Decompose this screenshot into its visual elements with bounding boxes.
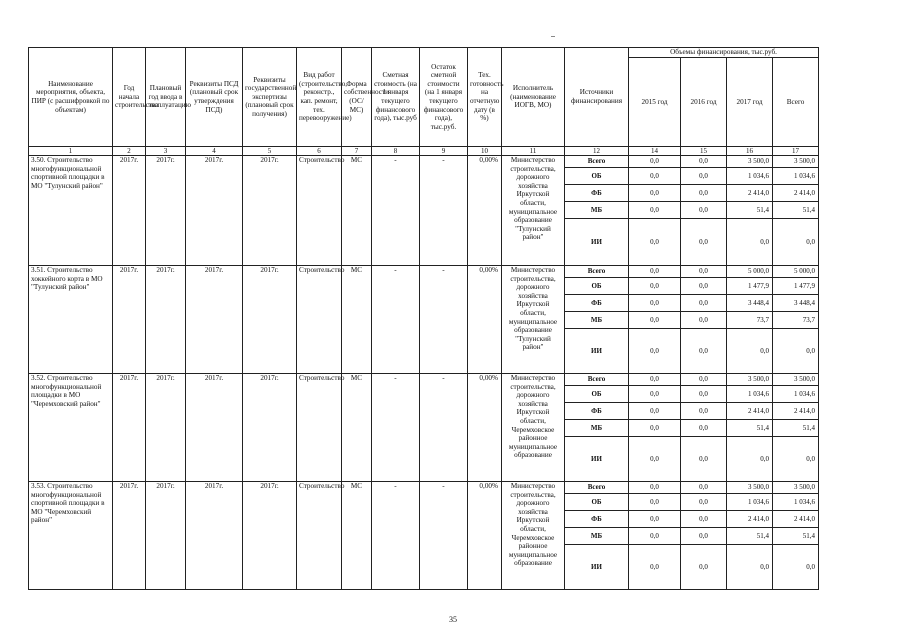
value-2017: 3 500,0 (727, 482, 773, 494)
column-number: 11 (502, 147, 565, 156)
value-2017: 2 414,0 (727, 403, 773, 420)
value-2015: 0,0 (629, 482, 681, 494)
value-total: 3 500,0 (773, 482, 819, 494)
executor: Министерство строительства, дорожного хозяйства Иркутской области, Черемховское районное муниципальное образование (502, 482, 565, 590)
value-2017: 51,4 (727, 528, 773, 545)
document-sheet (28, 47, 818, 590)
funding-source: ОБ (565, 494, 629, 511)
value-total: 51,4 (773, 202, 819, 219)
value-2015: 0,0 (629, 329, 681, 374)
header-estimated-cost: Сметная стоимость (на 1 января текущего финансового года), тыс.руб (372, 48, 420, 147)
start-year: 2017г. (113, 156, 146, 266)
value-2017: 2 414,0 (727, 185, 773, 202)
value-2015: 0,0 (629, 403, 681, 420)
work-type: Строительство (297, 482, 342, 590)
funding-source: ОБ (565, 168, 629, 185)
ownership: МС (342, 266, 372, 374)
column-number: 1 (29, 147, 113, 156)
value-2016: 0,0 (681, 202, 727, 219)
column-number: 5 (243, 147, 297, 156)
value-2017: 1 034,6 (727, 494, 773, 511)
psd-date: 2017г. (186, 374, 243, 482)
header-total: Всего (773, 58, 819, 147)
value-total: 0,0 (773, 219, 819, 266)
value-2017: 5 000,0 (727, 266, 773, 278)
value-2015: 0,0 (629, 437, 681, 482)
executor: Министерство строительства, дорожного хозяйства Иркутской области, муниципальное образование "Тулунский район" (502, 156, 565, 266)
value-total: 0,0 (773, 437, 819, 482)
value-total: 2 414,0 (773, 185, 819, 202)
ownership: МС (342, 482, 372, 590)
object-name: 3.50. Строительство многофункциональной спортивной площадки в МО "Тулунский район" (29, 156, 113, 266)
value-total: 51,4 (773, 528, 819, 545)
value-total: 1 034,6 (773, 168, 819, 185)
header-start-year: Год начала строительства (113, 48, 146, 147)
value-2017: 0,0 (727, 329, 773, 374)
value-2017: 1 034,6 (727, 168, 773, 185)
value-2015: 0,0 (629, 266, 681, 278)
value-2015: 0,0 (629, 420, 681, 437)
work-type: Строительство (297, 374, 342, 482)
readiness: 0,00% (468, 374, 502, 482)
estimated-cost: - (372, 482, 420, 590)
value-2015: 0,0 (629, 374, 681, 386)
readiness: 0,00% (468, 482, 502, 590)
value-total: 51,4 (773, 420, 819, 437)
value-2017: 0,0 (727, 545, 773, 590)
value-total: 1 477,9 (773, 278, 819, 295)
funding-source: Всего (565, 374, 629, 386)
value-2017: 0,0 (727, 219, 773, 266)
value-2016: 0,0 (681, 156, 727, 168)
value-2017: 1 034,6 (727, 386, 773, 403)
program-table (28, 47, 819, 590)
object-name: 3.51. Строительство хоккейного корта в МО "Тулунский район" (29, 266, 113, 374)
header-work-type: Вид работ (строительство, реконстр., кап. ремонт, тех. перевооружение) (297, 48, 342, 147)
header-executor: Исполнитель (наименование ИОГВ, МО) (502, 48, 565, 147)
commission-year: 2017г. (146, 482, 186, 590)
estimated-cost: - (372, 156, 420, 266)
estimated-cost: - (372, 266, 420, 374)
value-total: 2 414,0 (773, 403, 819, 420)
psd-date: 2017г. (186, 156, 243, 266)
start-year: 2017г. (113, 266, 146, 374)
funding-source: ИИ (565, 329, 629, 374)
value-2017: 73,7 (727, 312, 773, 329)
value-2016: 0,0 (681, 185, 727, 202)
commission-year: 2017г. (146, 266, 186, 374)
value-total: 73,7 (773, 312, 819, 329)
value-2015: 0,0 (629, 168, 681, 185)
expertise-date: 2017г. (243, 374, 297, 482)
value-2015: 0,0 (629, 202, 681, 219)
value-2016: 0,0 (681, 511, 727, 528)
column-number: 8 (372, 147, 420, 156)
header-expertise: Реквизиты государственной экспертизы (плановый срок получения) (243, 48, 297, 147)
value-2017: 51,4 (727, 202, 773, 219)
header-readiness: Тех. готовность на отчетную дату (в %) (468, 48, 502, 147)
funding-source: ФБ (565, 403, 629, 420)
object-name: 3.52. Строительство многофункциональной площадки в МО "Черемховский район" (29, 374, 113, 482)
column-number: 17 (773, 147, 819, 156)
work-type: Строительство (297, 156, 342, 266)
value-2015: 0,0 (629, 386, 681, 403)
column-number: 4 (186, 147, 243, 156)
psd-date: 2017г. (186, 482, 243, 590)
column-number: 9 (420, 147, 468, 156)
value-2016: 0,0 (681, 168, 727, 185)
value-2017: 1 477,9 (727, 278, 773, 295)
remaining-cost: - (420, 156, 468, 266)
expertise-date: 2017г. (243, 482, 297, 590)
table-row (29, 266, 819, 278)
funding-source: МБ (565, 202, 629, 219)
value-2016: 0,0 (681, 374, 727, 386)
value-2017: 51,4 (727, 420, 773, 437)
funding-source: Всего (565, 482, 629, 494)
value-2015: 0,0 (629, 295, 681, 312)
start-year: 2017г. (113, 482, 146, 590)
header-funding: Объемы финансирования, тыс.руб. (629, 48, 819, 58)
value-2016: 0,0 (681, 403, 727, 420)
executor: Министерство строительства, дорожного хозяйства Иркутской области, муниципальное образование "Тулунский район" (502, 266, 565, 374)
value-2015: 0,0 (629, 185, 681, 202)
value-2016: 0,0 (681, 219, 727, 266)
commission-year: 2017г. (146, 156, 186, 266)
header-2016: 2016 год (681, 58, 727, 147)
value-2017: 0,0 (727, 437, 773, 482)
header-2015: 2015 год (629, 58, 681, 147)
column-number-row (29, 147, 819, 156)
header-2017: 2017 год (727, 58, 773, 147)
value-2017: 3 500,0 (727, 374, 773, 386)
funding-source: Всего (565, 266, 629, 278)
value-total: 1 034,6 (773, 494, 819, 511)
funding-source: ИИ (565, 437, 629, 482)
header-name: Наименование мероприятия, объекта, ПИР (с расшифровкой по объектам) (29, 48, 113, 147)
funding-source: ФБ (565, 511, 629, 528)
page-number: 35 (449, 615, 457, 624)
value-total: 0,0 (773, 545, 819, 590)
value-total: 5 000,0 (773, 266, 819, 278)
column-number: 3 (146, 147, 186, 156)
value-2017: 3 448,4 (727, 295, 773, 312)
table-row (29, 156, 819, 168)
remaining-cost: - (420, 266, 468, 374)
value-2016: 0,0 (681, 295, 727, 312)
readiness: 0,00% (468, 266, 502, 374)
header-commission-year: Плановый год ввода в эксплуатацию (146, 48, 186, 147)
executor: Министерство строительства, дорожного хозяйства Иркутской области, Черемховское районное муниципальное образование (502, 374, 565, 482)
commission-year: 2017г. (146, 374, 186, 482)
funding-source: ФБ (565, 185, 629, 202)
expertise-date: 2017г. (243, 156, 297, 266)
start-year: 2017г. (113, 374, 146, 482)
column-number: 10 (468, 147, 502, 156)
readiness: 0,00% (468, 156, 502, 266)
scan-mark (551, 36, 555, 37)
funding-source: ОБ (565, 386, 629, 403)
header-remaining-cost: Остаток сметной стоимости (на 1 января текущего финансового года), тыс.руб. (420, 48, 468, 147)
value-2016: 0,0 (681, 494, 727, 511)
column-number: 7 (342, 147, 372, 156)
expertise-date: 2017г. (243, 266, 297, 374)
value-total: 1 034,6 (773, 386, 819, 403)
object-name: 3.53. Строительство многофункциональной спортивной площадки в МО "Черемховский район" (29, 482, 113, 590)
table-row (29, 374, 819, 386)
psd-date: 2017г. (186, 266, 243, 374)
value-2017: 2 414,0 (727, 511, 773, 528)
value-total: 3 448,4 (773, 295, 819, 312)
funding-source: МБ (565, 312, 629, 329)
funding-source: ФБ (565, 295, 629, 312)
value-2016: 0,0 (681, 312, 727, 329)
column-number: 15 (681, 147, 727, 156)
value-2015: 0,0 (629, 545, 681, 590)
estimated-cost: - (372, 374, 420, 482)
value-2016: 0,0 (681, 437, 727, 482)
value-2016: 0,0 (681, 528, 727, 545)
value-2017: 3 500,0 (727, 156, 773, 168)
value-2016: 0,0 (681, 482, 727, 494)
header-row (29, 48, 819, 58)
value-total: 3 500,0 (773, 156, 819, 168)
value-2015: 0,0 (629, 528, 681, 545)
ownership: МС (342, 374, 372, 482)
ownership: МС (342, 156, 372, 266)
value-total: 2 414,0 (773, 511, 819, 528)
funding-source: ИИ (565, 545, 629, 590)
column-number: 2 (113, 147, 146, 156)
value-2016: 0,0 (681, 329, 727, 374)
value-2016: 0,0 (681, 266, 727, 278)
column-number: 14 (629, 147, 681, 156)
funding-source: МБ (565, 528, 629, 545)
value-2015: 0,0 (629, 312, 681, 329)
column-number: 6 (297, 147, 342, 156)
funding-source: ОБ (565, 278, 629, 295)
column-number: 12 (565, 147, 629, 156)
header-ownership: Форма собственности (ОС/МС) (342, 48, 372, 147)
value-total: 0,0 (773, 329, 819, 374)
funding-source: ИИ (565, 219, 629, 266)
value-2016: 0,0 (681, 386, 727, 403)
value-2016: 0,0 (681, 420, 727, 437)
funding-source: Всего (565, 156, 629, 168)
header-sources: Источники финансирования (565, 48, 629, 147)
value-2015: 0,0 (629, 494, 681, 511)
header-psd: Реквизиты ПСД (плановый срок утверждения ПСД) (186, 48, 243, 147)
remaining-cost: - (420, 374, 468, 482)
value-total: 3 500,0 (773, 374, 819, 386)
column-number: 16 (727, 147, 773, 156)
funding-source: МБ (565, 420, 629, 437)
remaining-cost: - (420, 482, 468, 590)
value-2015: 0,0 (629, 278, 681, 295)
table-row (29, 482, 819, 494)
value-2016: 0,0 (681, 545, 727, 590)
work-type: Строительство (297, 266, 342, 374)
value-2015: 0,0 (629, 511, 681, 528)
value-2016: 0,0 (681, 278, 727, 295)
value-2015: 0,0 (629, 156, 681, 168)
value-2015: 0,0 (629, 219, 681, 266)
